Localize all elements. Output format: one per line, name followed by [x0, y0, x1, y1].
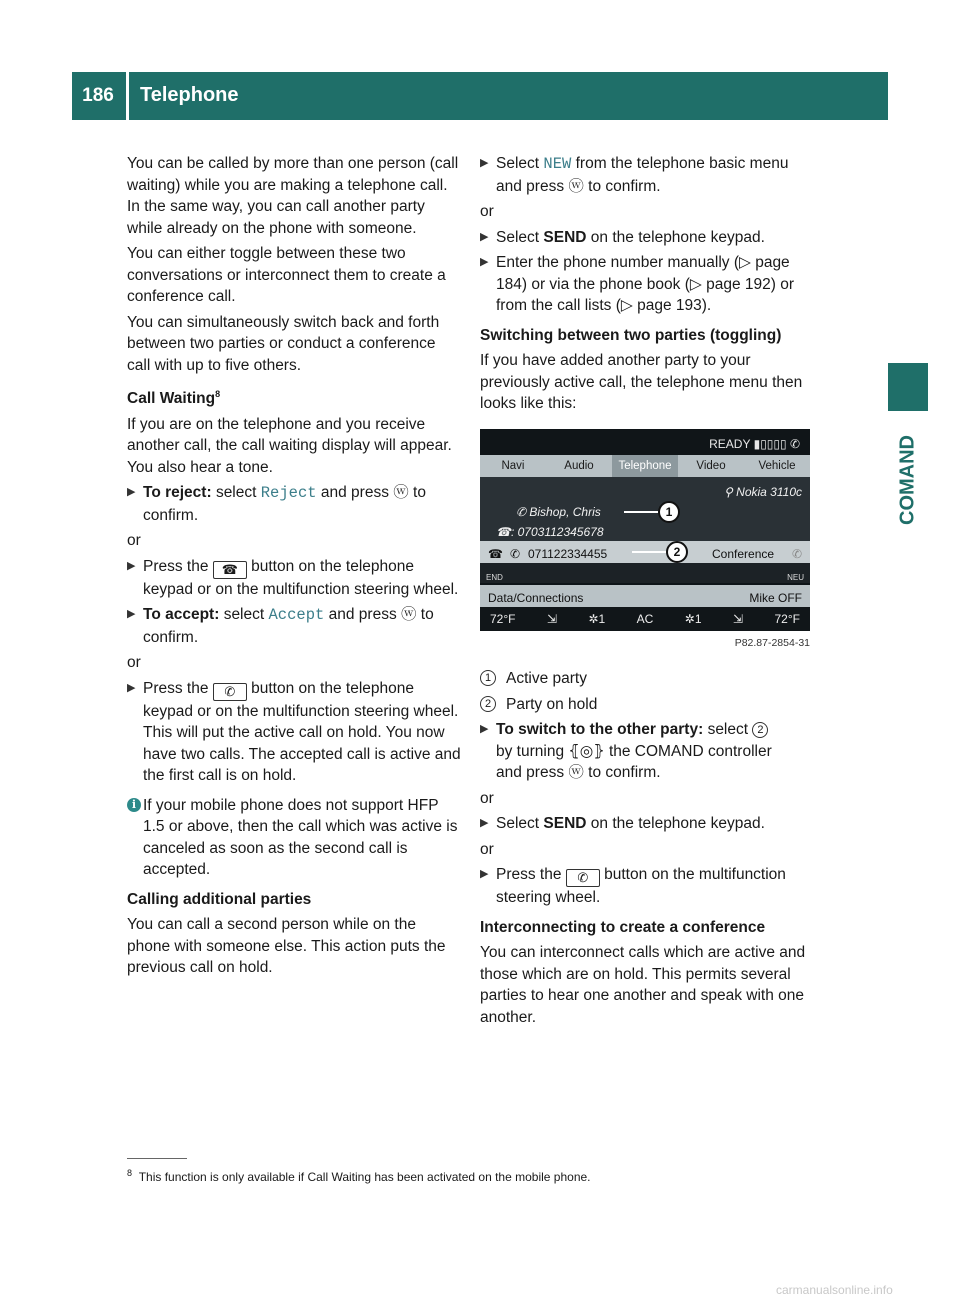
send-call-icon: ✆ — [213, 683, 247, 701]
end-call-icon: ☎ — [213, 561, 247, 579]
or-label: or — [127, 532, 141, 550]
arrow-icon: ▶ — [480, 723, 489, 735]
watermark: carmanualsonline.info — [776, 1283, 893, 1297]
climate-ac: AC — [636, 611, 654, 626]
toggling-text: If you have added another party to your previously active call, the telephone menu then looks like this: — [480, 352, 803, 412]
step-select-send: ▶ Select SEND on the telephone keypad. — [480, 227, 814, 249]
display-status: READY ▮▯▯▯▯ ✆ — [709, 436, 800, 451]
additional-parties-text: You can call a second person while on the phone with someone else. This action puts the previous call on hold. — [127, 916, 446, 977]
display-phone-model: ⚲ Nokia 3110c — [724, 484, 802, 499]
arrow-icon: ▶ — [480, 256, 489, 268]
display-menu-telephone: Telephone — [612, 455, 678, 477]
info-note: i If your mobile phone does not support HFP 1.5 or above, then the call which was active is canceled as soon as the second call is accepted. — [127, 795, 461, 881]
callout-line — [632, 551, 668, 553]
display-caller-name: ✆ Bishop, Chris — [516, 504, 601, 519]
side-tab — [888, 420, 928, 540]
phone-icon: ⚲ — [724, 484, 737, 499]
climate-temp-left: 72°F — [490, 611, 516, 626]
toggle-paragraph: You can either toggle between these two conversations or interconnect them to create a conference call. — [127, 245, 446, 305]
end-call-icon: ☎ — [488, 546, 503, 561]
climate-temp-right: 72°F — [774, 611, 800, 626]
page-title: Telephone — [140, 84, 239, 107]
display-menu-video: Video — [696, 459, 726, 472]
legend-item-1: 1 Active party — [480, 668, 814, 690]
step-switch-party: ▶ To switch to the other party: select 2 by turning ⦃◎⦄ the COMAND controller and press ⓦ to confirm. — [480, 721, 772, 781]
step-enter-number: ▶ Enter the phone number manually (▷ page 184) or via the phone book (▷ page 192) or from the call lists (▷ page 193). — [480, 254, 795, 314]
display-data-bar — [480, 585, 810, 607]
conference-paragraph: You can simultaneously switch back and forth between two parties or conduct a conference call with up to five others. — [127, 313, 440, 374]
arrow-icon: ▶ — [127, 486, 136, 499]
arrow-icon: ▶ — [480, 817, 489, 829]
footnote-rule — [127, 1158, 187, 1159]
step-reject: ▶ To reject: select Reject and press ⓦ to confirm. — [127, 484, 426, 524]
or-label: or — [127, 654, 141, 672]
additional-parties-heading: Calling additional parties — [127, 890, 312, 908]
seat-icon: ⇲ — [732, 611, 744, 626]
arrow-icon: ▶ — [127, 608, 136, 621]
info-icon: i — [127, 798, 141, 812]
toggling-heading: Switching between two parties (toggling) — [480, 326, 782, 344]
side-tab-label: COMAND — [896, 435, 919, 525]
or-label: or — [480, 203, 494, 220]
display-hold-number: 071122334455 — [528, 546, 608, 561]
display-end-label: END — [486, 572, 503, 582]
display-end-bar — [480, 563, 810, 583]
handset-icon: ✆ — [510, 546, 521, 561]
telephone-display-image — [480, 429, 810, 631]
callout-2: 2 — [666, 541, 688, 563]
display-caller-number: ☎: 0703112345678 — [496, 524, 604, 539]
display-data-connections: Data/Connections — [488, 590, 584, 605]
step-press-button: ▶ Press the ✆ button on the multifunction steering wheel. — [480, 866, 786, 906]
arrow-icon: ▶ — [127, 559, 136, 572]
legend-item-2: 2 Party on hold — [480, 694, 814, 716]
step-press-end: ▶ Press the ☎ button on the telephone keypad or on the multifunction steering wheel. — [127, 557, 459, 598]
right-column — [480, 153, 814, 1032]
step-press-send: ▶ Press the ✆ button on the telephone keypad or on the multifunction steering wheel. This will put the active call on hold. You now have two calls. The accepted call is active and the first call is on hold. — [127, 679, 461, 785]
display-status-bar — [480, 429, 810, 455]
fan-icon: ✲1 — [684, 611, 702, 626]
display-menu-vehicle: Vehicle — [758, 459, 796, 472]
handset-icon: ✆ — [792, 546, 803, 561]
image-reference: P82.87-2854-31 — [734, 636, 810, 649]
arrow-icon: ▶ — [127, 681, 136, 694]
footnote: $^8$ This function is only available if Call Waiting has been activated on the mobile phone. — [127, 1168, 591, 1184]
or-label: or — [480, 840, 494, 858]
display-menu-audio: Audio — [564, 459, 594, 472]
call-waiting-text: If you are on the telephone and you receive another call, the call waiting display will appear. You also hear a tone. — [127, 415, 452, 476]
intro-paragraph: You can be called by more than one person (call waiting) while you are making a telephone call. In the same way, you can call another party while already on the phone with someone. — [127, 155, 459, 237]
handset-icon: ✆ — [516, 504, 530, 519]
step-select-send-2: ▶ Select SEND on the telephone keypad. — [480, 813, 814, 835]
conference-heading: Interconnecting to create a conference — [480, 918, 766, 936]
conference-text: You can interconnect calls which are active and those which are on hold. This permits several parties to hear one another and speak with one another. — [480, 944, 806, 1026]
left-column — [127, 153, 461, 983]
legend-number-2: 2 — [480, 696, 496, 712]
page-number: 186 — [82, 85, 114, 107]
callout-line — [624, 511, 660, 513]
send-call-icon: ✆ — [566, 869, 600, 887]
arrow-icon: ▶ — [480, 868, 489, 880]
fan-icon: ✲1 — [588, 611, 606, 626]
arrow-icon: ▶ — [480, 157, 489, 169]
call-waiting-heading: Call Waiting$^8$ — [127, 389, 221, 408]
side-tab-marker — [888, 363, 928, 411]
display-climate-bar — [480, 607, 810, 631]
arrow-icon: ▶ — [480, 230, 489, 243]
display-mike: Mike OFF — [749, 590, 802, 605]
or-label: or — [480, 789, 494, 807]
header-separator — [126, 72, 129, 120]
step-select-new: ▶ Select NEW from the telephone basic menu and press ⓦ to confirm. — [480, 155, 789, 195]
legend-number-1: 1 — [480, 670, 496, 686]
seat-icon: ⇲ — [546, 611, 557, 626]
callout-1: 1 — [658, 501, 680, 523]
display-menu-bar — [480, 455, 810, 477]
display-conference: Conference — [712, 546, 775, 561]
display-menu-navi: Navi — [501, 459, 525, 472]
contact-icon: ☎: — [496, 524, 518, 539]
display-neu-label: NEU — [787, 572, 804, 582]
step-accept: ▶ To accept: select Accept and press ⓦ to confirm. — [127, 606, 434, 646]
